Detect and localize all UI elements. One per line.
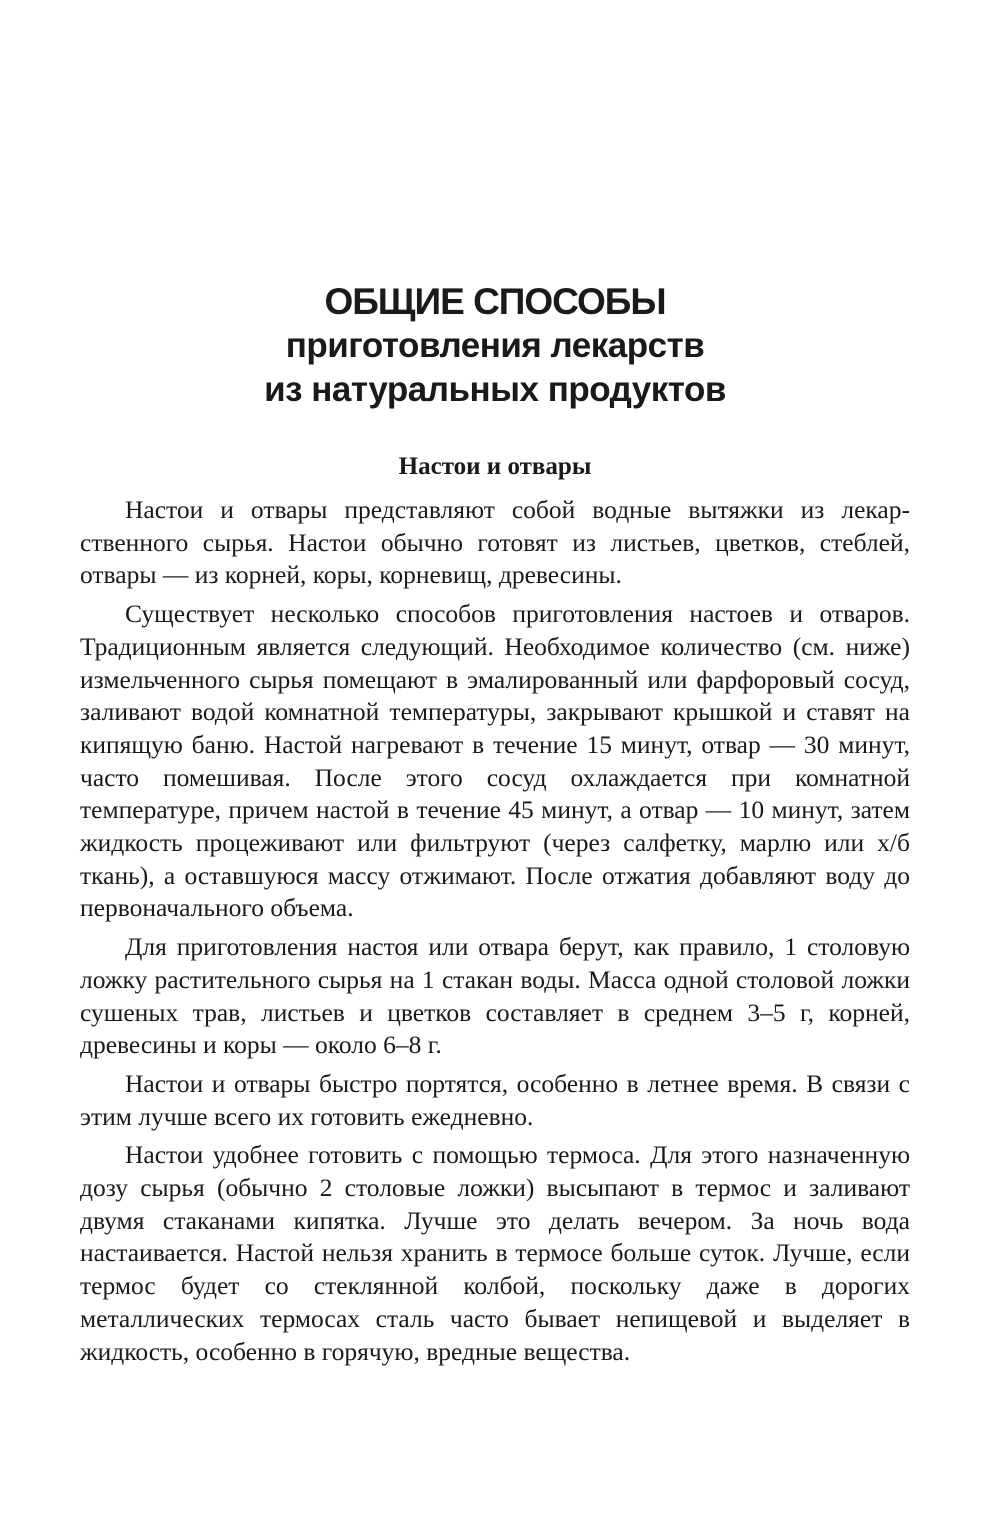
chapter-title-line-3: из натуральных продуктов [264,370,726,409]
paragraph-4: Настои и отвары быстро портятся, особенно в летнее время. В связи с этим лучше всего их готовить ежедневно. [80,1068,910,1131]
chapter-title-line-2: приготовления лекарств [285,326,705,365]
book-page [80,280,910,1374]
paragraph-2: Существует несколько способов приготовления настоев и отваров. Традиционным является следующий. Необходимое количество (см. ниже) измельченного сырья помещают в эмалированный или фарфоровый сосуд, заливают водой комнатной температуры, закрывают крышкой и ставят на кипящую баню. Настой нагревают в течение 15 минут, отвар — 30 минут, часто помешивая. После этого сосуд охлаждается при комнатной температуре, причем настой в течение 45 минут, а отвар — 10 минут, затем жидкость процеживают или фильтруют (через салфетку, марлю или х/б ткань), а оставшуюся массу отжимают. После отжатия добавляют воду до первоначального объема. [80,599,910,923]
paragraph-3: Для приготовления настоя или отвара берут, как правило, 1 столовую ложку растительного сырья на 1 стакан воды. Масса одной столовой ложки сушеных трав, листьев и цветков составляет в среднем 3–5 г, корней, древесины и коры — около 6–8 г. [80,932,910,1060]
section-heading: Настои и отвары [398,453,592,480]
chapter-title-line-1: ОБЩИЕ СПОСОБЫ [324,281,666,322]
chapter-title [80,280,910,412]
paragraph-5: Настои удобнее готовить с помощью термоса. Для этого назначенную дозу сырья (обычно 2 столовые ложки) высыпают в термос и заливают двумя стаканами кипятка. Лучше это делать вечером. За ночь вода настаивается. Настой нельзя хранить в термосе больше суток. Лучше, если термос будет со стеклянной колбой, поскольку даже в дорогих металлических термосах сталь часто бывает непищевой и выделяет в жидкость, особенно в горячую, вредные вещества. [80,1140,910,1366]
paragraph-1: Настои и отвары представляют собой водные вытяжки из лекарственного сырья. Настои обычно готовят из листьев, цветков, стеблей, отвары — из корней, коры, корневищ, древесины. [80,495,910,590]
